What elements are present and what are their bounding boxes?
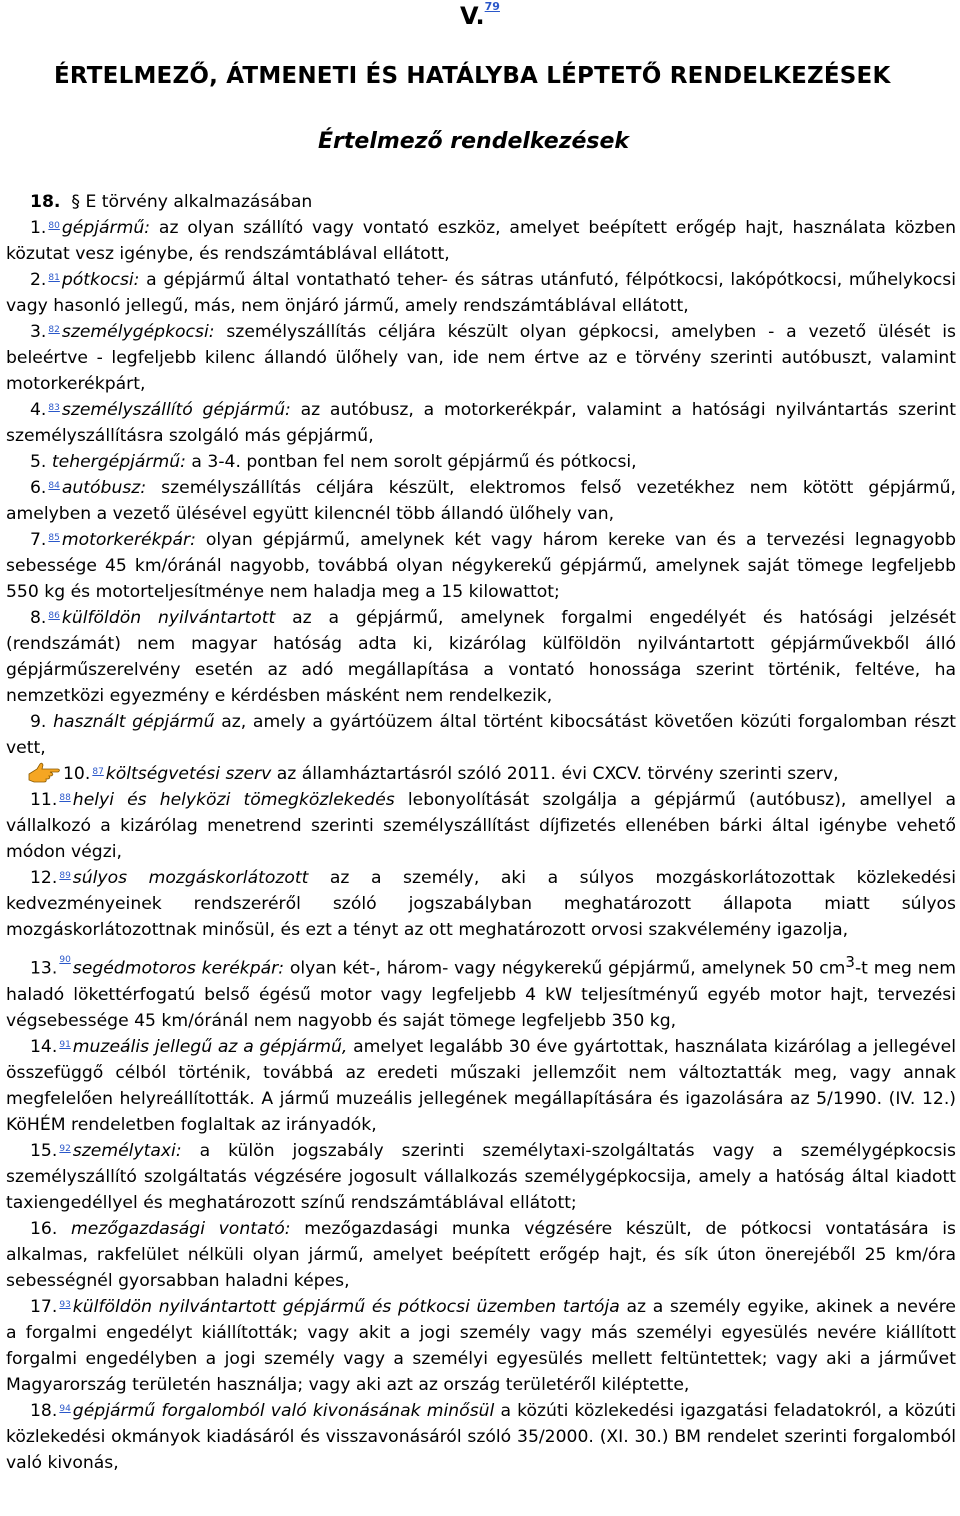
defined-term: tehergépjármű: [51,452,186,472]
item-number: 6. [30,478,47,498]
defined-term: költségvetési szerv [105,764,272,784]
part-number: V. [460,2,485,30]
definition-item [6,215,956,267]
item-number: 10. [63,764,91,784]
defined-term: mezőgazdasági vontató: [71,1218,291,1239]
defined-term: muzeális jellegű az a gépjármű, [72,1036,348,1057]
superscript: 3 [845,953,855,971]
definition-text: a külön jogszabály szerinti személytaxi-szolgáltatás vagy a személygépkocsis személyszállító szolgáltatás végzésére jogosult vállalkozás személygépkocsija, amely a hatóság által kiadott taxiengedéllyel és meghatározott színű rendszámtáblával ellátott; [6,1140,956,1213]
definition-text: a közúti közlekedési igazgatási feladatokról, a közúti közlekedési okmányok kiadásáról és visszavonásáról szóló 35/2000. (XI. 30.) BM rendelet szerinti forgalomból való kivonás, [6,1400,956,1473]
footnote-link[interactable]: 94 [59,1403,71,1414]
defined-term: gépjármű: [61,218,151,238]
defined-term: motorkerékpár: [61,530,196,550]
footnote-link[interactable]: 93 [59,1299,71,1310]
definition-text: az a személy, aki a súlyos mozgáskorlátozottak közlekedési kedvezményeinek rendszeréről szóló jogszabályban meghatározott állapota miatt súlyos mozgáskorlátozottnak minősül, és ezt a tényt az ott meghatározott orvosi szakvélemény igazolja, [6,868,956,940]
definition-item [6,1398,956,1476]
defined-term: külföldön nyilvántartott gépjármű és pótkocsi üzemben tartója [72,1296,620,1317]
footnote-link[interactable]: 91 [59,1039,71,1050]
footnote-link[interactable]: 84 [48,481,60,491]
definition-text: olyan két-, három- vagy négykerekű gépjármű, amelynek 50 cm [284,958,846,979]
footnote-link[interactable]: 80 [48,221,60,231]
item-number: 5. [30,452,47,472]
defined-term: külföldön nyilvántartott [61,608,276,628]
defined-term: helyi és helyközi tömegközlekedés [72,790,395,810]
section-heading [6,189,956,215]
definition-item [6,475,956,527]
footnote-link[interactable]: 87 [92,767,104,777]
defined-term: személytaxi: [72,1140,182,1161]
item-number: 9. [30,712,47,732]
definition-item [6,397,956,449]
defined-term: használt gépjármű [53,712,215,732]
definition-text: személyszállítás céljára készült olyan gépkocsi, amelyben - a vezető ülését is beleértve - legfeljebb kilenc állandó ülőhely van, ide nem értve az e törvény szerinti autóbuszt, valamint motorkerékpárt, [6,322,956,394]
footnote-link[interactable]: 89 [59,871,71,881]
definition-item [6,865,956,943]
footnote-link[interactable]: 86 [48,611,60,621]
definition-item [6,1138,956,1216]
definition-text: a gépjármű által vontatható teher- és sátras utánfutó, félpótkocsi, lakópótkocsi, műhelykocsi vagy hasonló jellegű, más, nem önjáró jármű, amely rendszámtáblával ellátott, [6,270,956,316]
definition-item [6,1216,956,1294]
defined-term: autóbusz: [61,478,147,498]
item-number: 11. [30,790,58,810]
definition-text: olyan gépjármű, amelynek két vagy három kereke van és a tervezési legnagyobb sebessége 45 km/óránál nagyobb, továbbá olyan négykerekű gépjármű, amelynek saját tömege legfeljebb 550 kg és motorteljesítménye nem haladja meg a 15 kilowattot; [6,530,956,602]
item-number: 2. [30,270,47,290]
footnote-link[interactable]: 90 [59,955,71,965]
defined-term: pótkocsi: [61,270,140,290]
defined-term: gépjármű forgalomból való kivonásának minősül [72,1400,495,1421]
defined-term: személyszállító gépjármű: [61,400,291,420]
definition-item [6,949,956,1034]
footnote-link[interactable]: 83 [48,403,60,413]
item-number: 16. [30,1218,58,1239]
part-header [0,2,960,30]
footnote-link[interactable]: 81 [48,273,60,283]
definition-item [6,709,956,761]
definition-text: az, amely a gyártóüzem által történt kibocsátást követően közúti forgalomban részt vett, [6,712,956,758]
footnote-link[interactable]: 92 [59,1143,71,1154]
definition-item [6,319,956,397]
definition-text: személyszállítás céljára készült, elektromos felső vezetékhez nem kötött gépjármű, amelyben a vezető ülésével együtt kilencnél több állandó ülőhely van, [6,478,956,524]
definition-item [6,449,956,475]
section-sign: § [71,192,80,212]
item-number: 14. [30,1036,58,1057]
definition-list [6,215,956,1476]
definition-item [6,267,956,319]
item-number: 17. [30,1296,58,1317]
definition-item [6,605,956,709]
item-number: 12. [30,868,58,888]
definition-text: amelyet legalább 30 éve gyártottak, használata kizárólag a jellegével összefüggő célból történik, továbbá az eredeti műszaki jellemzőit nem változtatták meg, vagy annak megfelelően helyreállították. A jármű muzeális jellegének megállapítására és igazolására az 5/1990. (IV. 12.) KöHÉM rendeletben foglaltak az irányadók, [6,1036,956,1135]
item-number: 15. [30,1140,58,1161]
definition-item [6,527,956,605]
definition-text: az autóbusz, a motorkerékpár, valamint a hatósági nyilvántartás szerint személyszállításra szolgáló más gépjármű, [6,400,956,446]
defined-term: segédmotoros kerékpár: [72,958,285,979]
definition-text: az államháztartásról szóló 2011. évi CXCV. törvény szerinti szerv, [271,764,839,784]
section-subtitle: Értelmező rendelkezések [318,129,630,154]
definition-text: -t meg nem haladó lökettérfogatú belső égésű motor vagy legfeljebb 4 kW teljesítményű egyéb motor hajt, tervezési végsebessége 45 km/óránál nem nagyobb és saját tömege legfeljebb 350 kg, [6,958,956,1031]
definition-item [6,761,956,787]
item-number: 1. [30,218,47,238]
definition-item [6,1294,956,1398]
item-number: 18. [30,1400,58,1421]
item-number: 3. [30,322,47,342]
footnote-link[interactable]: 85 [48,533,60,543]
definition-item [6,787,956,865]
item-number: 13. [30,958,58,979]
definition-item [6,1034,956,1138]
definition-text: lebonyolítását szolgálja a gépjármű (autóbusz), amellyel a vállalkozó a kizárólag menetrend szerinti személyszállítást díjfizetés ellenében bárki által igénybe vehető módon végzi, [6,790,956,862]
definition-text: az a gépjármű, amelynek forgalmi engedélyét és hatósági jelzését (rendszámát) nem magyar hatóság adta ki, kizárólag külföldön nyilvántartott gépjárművekből álló gépjárműszerelvény esetén az adó megállapítása a vontató honossága szerint történik, feltéve, ha nemzetközi egyezmény e kérdésben másként nem rendelkezik, [6,608,956,706]
definition-text: az olyan szállító vagy vontató eszköz, amelyet beépített erőgép hajt, használata közben közutat vesz igénybe, és rendszámtáblával ellátott, [6,218,956,264]
definition-text: mezőgazdasági munka végzésére készült, de pótkocsi vontatására is alkalmas, rakfelület nélküli olyan jármű, amelyet beépített erőgép hajt, és sík úton önerejéből 25 km/óra sebességnél gyorsabban haladni képes, [6,1218,957,1291]
definition-text: az a személy egyike, akinek a nevére a forgalmi engedélyt kiállították; vagy akit a jogi személy vagy más személyi egyesülés nevére kiállított forgalmi engedélyben a jogi személy vagy a személyi egyesülés mellett feltüntettek; vagy aki a járművet Magyarország területén használja; vagy aki azt az ország területéről kiléptette, [6,1296,956,1395]
section-intro: E törvény alkalmazásában [85,192,313,212]
pointing-hand-icon [28,761,62,783]
defined-term: személygépkocsi: [61,322,215,342]
defined-term: súlyos mozgáskorlátozott [72,868,309,888]
footnote-link[interactable]: 82 [48,325,60,335]
part-title: ÉRTELMEZŐ, ÁTMENETI ÉS HATÁLYBA LÉPTETŐ RENDELKEZÉSEK [54,63,891,89]
item-number: 8. [30,608,47,628]
section-number: 18. [30,192,61,212]
document-body [6,189,956,1476]
footnote-link[interactable]: 79 [484,0,500,13]
footnote-link[interactable]: 88 [59,793,71,803]
item-number: 4. [30,400,47,420]
item-number: 7. [30,530,47,550]
definition-text: a 3-4. pontban fel nem sorolt gépjármű és pótkocsi, [185,452,637,472]
